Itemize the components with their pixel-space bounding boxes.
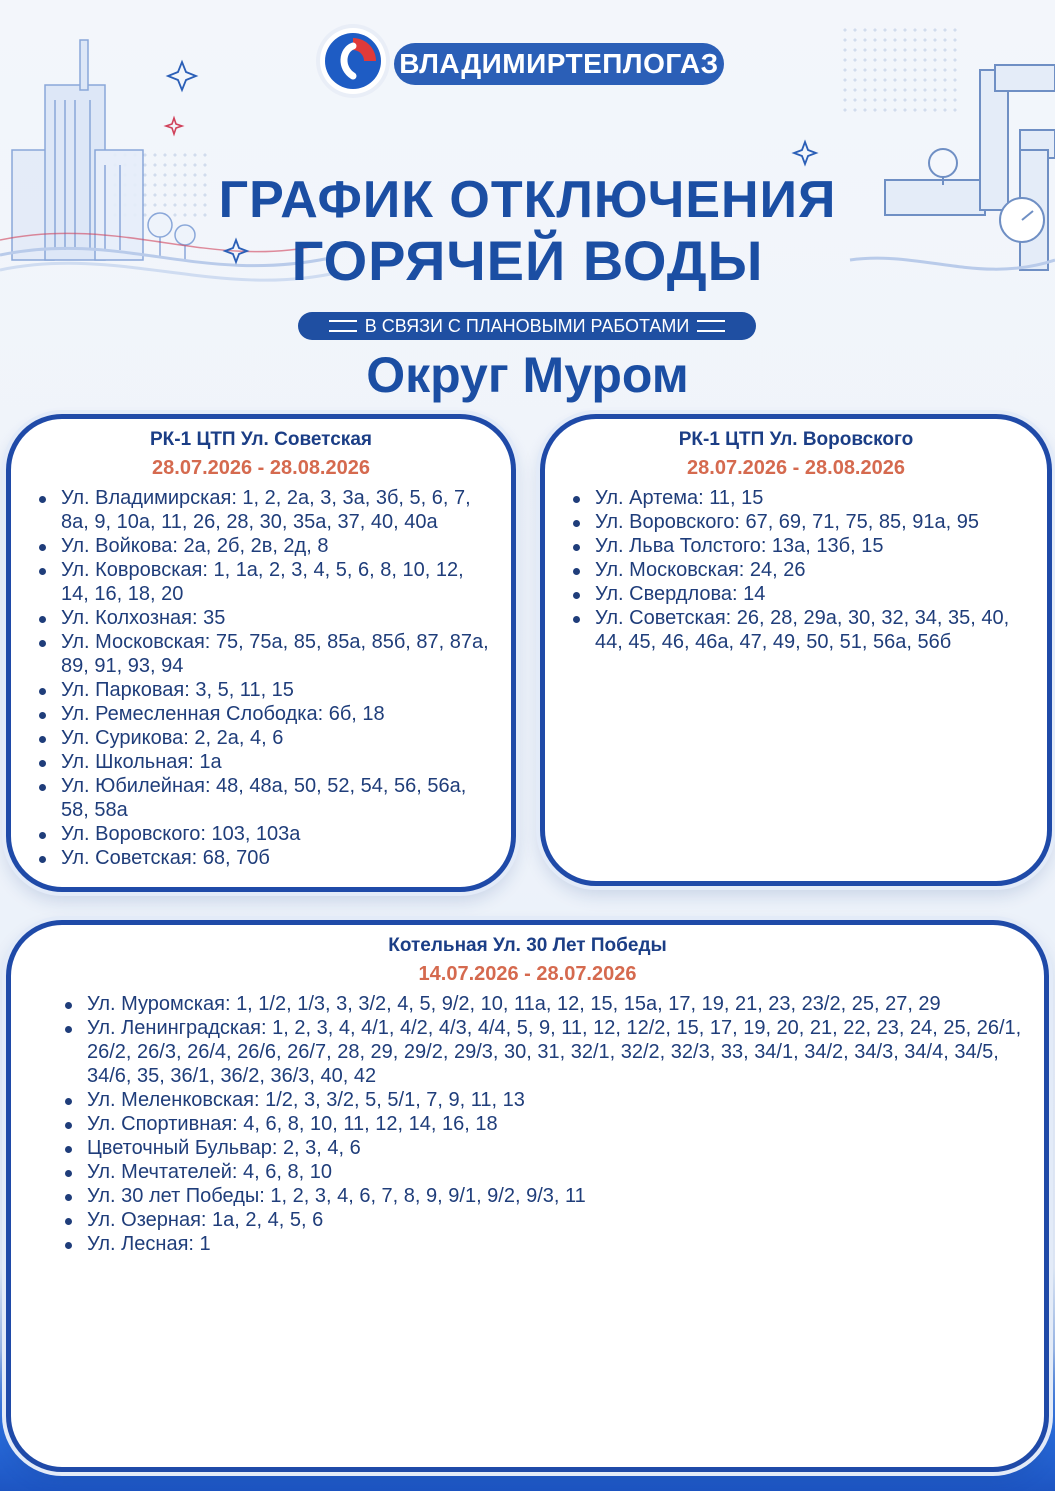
address-list: [11, 486, 511, 870]
company-logo: [320, 28, 730, 92]
page-title-line2: ГОРЯЧЕЙ ВОДЫ: [291, 229, 764, 292]
list-item: Ул. Войкова: 2а, 2б, 2в, 2д, 8: [61, 534, 511, 558]
list-item: Ул. Ленинградская: 1, 2, 3, 4, 4/1, 4/2, 4/3, 4/4, 5, 9, 11, 12, 12/2, 15, 17, 19, 20, 21, 22, 23, 24, 25, 26/1, 26/2, 26/3, 26/4, 26/6, 26/7, 28, 29, 29/2, 29/3, 30, 31, 32/1, 32/2, 32/3, 33, 34/1, 34/2, 34/3, 34/4, 34/5, 34/6, 35, 36/1, 36/2, 36/3, 40, 42: [87, 1016, 1044, 1088]
list-item: Ул. Ремесленная Слободка: 6б, 18: [61, 702, 511, 726]
subtitle-text: В СВЯЗИ С ПЛАНОВЫМИ РАБОТАМИ: [364, 315, 690, 336]
list-item: Ул. 30 лет Победы: 1, 2, 3, 4, 6, 7, 8, 9, 9/1, 9/2, 9/3, 11: [87, 1184, 1044, 1208]
list-item: Ул. Парковая: 3, 5, 11, 15: [61, 678, 511, 702]
address-list: [545, 486, 1047, 654]
list-item: Ул. Воровского: 67, 69, 71, 75, 85, 91а, 95: [595, 510, 1047, 534]
decor-lines-icon: [329, 320, 357, 332]
address-list: [11, 992, 1044, 1256]
schedule-card: [540, 414, 1052, 886]
list-item: Ул. Советская: 68, 70б: [61, 846, 511, 870]
list-item: Ул. Московская: 75, 75а, 85, 85а, 85б, 87, 87а, 89, 91, 93, 94: [61, 630, 511, 678]
list-item: Ул. Ковровская: 1, 1а, 2, 3, 4, 5, 6, 8, 10, 12, 14, 16, 18, 20: [61, 558, 511, 606]
list-item: Ул. Льва Толстого: 13а, 13б, 15: [595, 534, 1047, 558]
page-title-line1: ГРАФИК ОТКЛЮЧЕНИЯ: [218, 171, 837, 229]
list-item: Ул. Воровского: 103, 103а: [61, 822, 511, 846]
list-item: Ул. Спортивная: 4, 6, 8, 10, 11, 12, 14, 16, 18: [87, 1112, 1044, 1136]
card-title: РК-1 ЦТП Ул. Советская: [150, 429, 372, 450]
card-dates: 28.07.2026 - 28.08.2026: [152, 457, 370, 479]
list-item: Ул. Владимирская: 1, 2, 2а, 3, 3а, 3б, 5, 6, 7, 8а, 9, 10а, 11, 26, 28, 30, 35а, 37, 40, 40а: [61, 486, 511, 534]
subtitle-pill: [298, 312, 756, 340]
list-item: Ул. Муромская: 1, 1/2, 1/3, 3, 3/2, 4, 5, 9/2, 10, 11а, 12, 15, 15а, 17, 19, 21, 23, 23/2, 25, 27, 29: [87, 992, 1044, 1016]
district-title: Округ Муром: [366, 347, 689, 403]
list-item: Ул. Лесная: 1: [87, 1232, 1044, 1256]
list-item: Ул. Советская: 26, 28, 29а, 30, 32, 34, 35, 40, 44, 45, 46, 46а, 47, 49, 50, 51, 56а, 56б: [595, 606, 1047, 654]
schedule-card: [6, 920, 1049, 1472]
schedule-card: [6, 414, 516, 892]
list-item: Ул. Московская: 24, 26: [595, 558, 1047, 582]
card-dates: 28.07.2026 - 28.08.2026: [687, 457, 905, 479]
list-item: Ул. Юбилейная: 48, 48а, 50, 52, 54, 56, 56а, 58, 58а: [61, 774, 511, 822]
card-title: РК-1 ЦТП Ул. Воровского: [678, 429, 914, 450]
list-item: Ул. Озерная: 1а, 2, 4, 5, 6: [87, 1208, 1044, 1232]
logo-mark-icon: [320, 28, 386, 94]
list-item: Цветочный Бульвар: 2, 3, 4, 6: [87, 1136, 1044, 1160]
list-item: Ул. Меленковская: 1/2, 3, 3/2, 5, 5/1, 7, 9, 11, 13: [87, 1088, 1044, 1112]
list-item: Ул. Артема: 11, 15: [595, 486, 1047, 510]
list-item: Ул. Свердлова: 14: [595, 582, 1047, 606]
card-title: Котельная Ул. 30 Лет Победы: [388, 935, 667, 956]
list-item: Ул. Школьная: 1а: [61, 750, 511, 774]
list-item: Ул. Колхозная: 35: [61, 606, 511, 630]
logo-text: ВЛАДИМИРТЕПЛОГАЗ: [394, 43, 724, 85]
list-item: Ул. Сурикова: 2, 2а, 4, 6: [61, 726, 511, 750]
card-dates: 14.07.2026 - 28.07.2026: [418, 963, 637, 985]
list-item: Ул. Мечтателей: 4, 6, 8, 10: [87, 1160, 1044, 1184]
decor-lines-icon: [697, 320, 725, 332]
